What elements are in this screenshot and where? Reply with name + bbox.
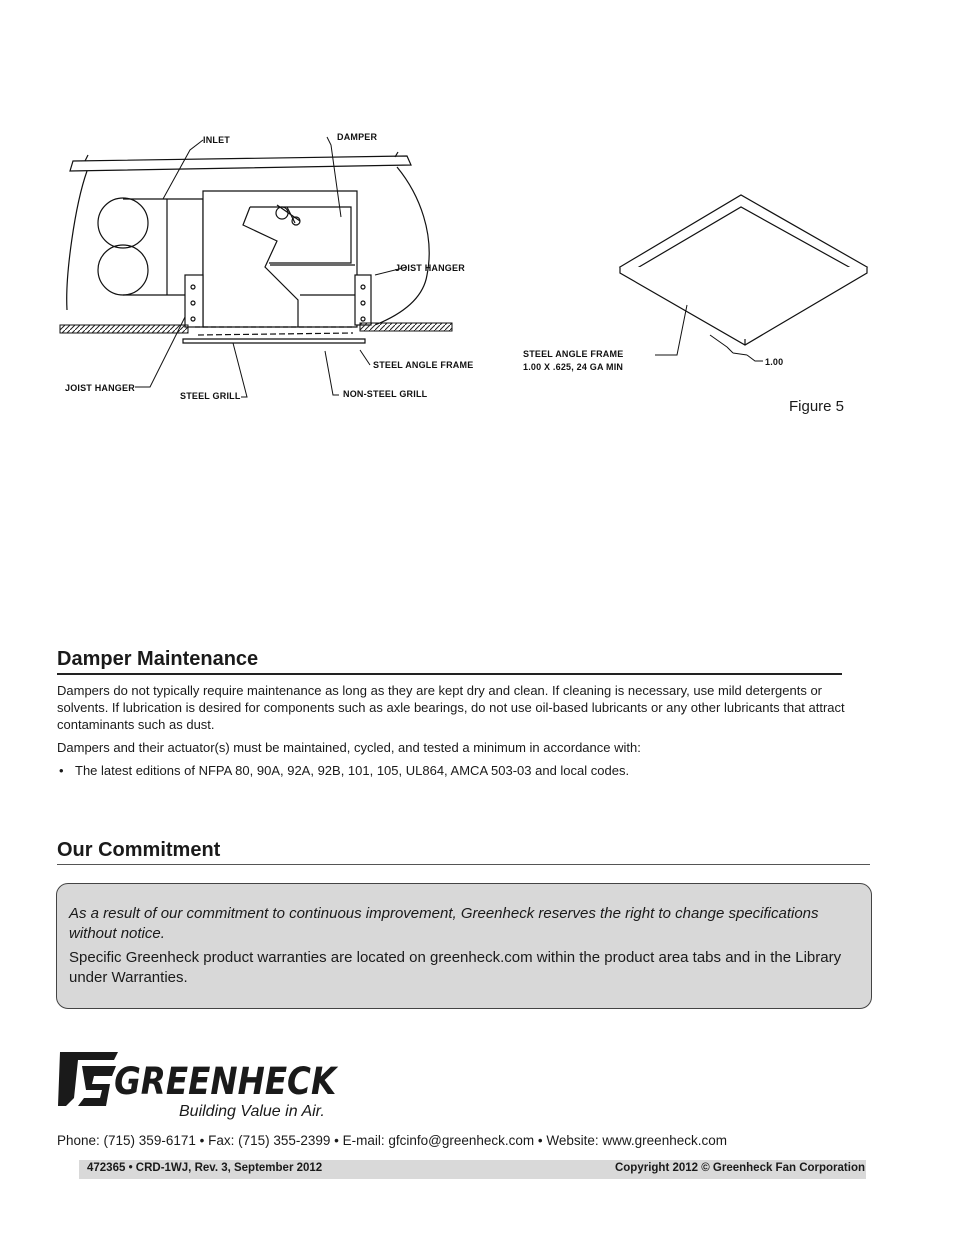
section-divider bbox=[57, 864, 870, 865]
contact-info: Phone: (715) 359-6171 • Fax: (715) 355-2399 • E-mail: gfcinfo@greenheck.com • Website: www.greenheck.com bbox=[57, 1133, 727, 1148]
label-joist-hanger-left: JOIST HANGER bbox=[65, 383, 135, 393]
angle-frame-diagram bbox=[515, 185, 875, 380]
label-dimension: 1.00 bbox=[765, 357, 784, 367]
greenheck-logo-mark bbox=[56, 1050, 346, 1125]
label-damper: DAMPER bbox=[337, 132, 378, 142]
bullet-icon: • bbox=[59, 763, 64, 778]
footer-bar bbox=[79, 1160, 866, 1179]
label-steel-grill: STEEL GRILL bbox=[180, 391, 241, 401]
list-item-text: The latest editions of NFPA 80, 90A, 92A, 92B, 101, 105, UL864, AMCA 503-03 and local codes. bbox=[75, 763, 630, 778]
maintenance-paragraph: Dampers do not typically require maintenance as long as they are kept dry and clean. If cleaning is necessary, use mild detergents or solvents. If lubrication is desired for components such as axle bearings, do not use oil-based lubricants or any other lubricants that attract contaminants such as dust. bbox=[57, 683, 845, 732]
greenheck-logo bbox=[56, 1050, 346, 1130]
notice-box bbox=[56, 883, 872, 1009]
logo-tagline: Building Value in Air. bbox=[179, 1103, 325, 1120]
logo-wordmark: GREENHECK bbox=[114, 1061, 337, 1104]
label-joist-hanger-right: JOIST HANGER bbox=[395, 263, 465, 273]
label-steel-angle-frame: STEEL ANGLE FRAME bbox=[373, 360, 474, 370]
footer-copyright: Copyright 2012 © Greenheck Fan Corporation bbox=[614, 1162, 865, 1174]
label-non-steel-grill: NON-STEEL GRILL bbox=[343, 389, 428, 399]
footer-doc-id: 472365 • CRD-1WJ, Rev. 3, September 2012 bbox=[87, 1162, 323, 1174]
figure-caption: Figure 5 bbox=[789, 398, 845, 415]
maintenance-body bbox=[57, 682, 847, 779]
notice-italic-text: As a result of our commitment to continuous improvement, Greenheck reserves the right to change specifications without notice. bbox=[69, 905, 819, 942]
label-inlet: INLET bbox=[203, 135, 230, 145]
maintenance-paragraph: Dampers and their actuator(s) must be maintained, cycled, and tested a minimum in accordance with: bbox=[57, 740, 641, 755]
label-frame-line2: 1.00 X .625, 24 GA MIN bbox=[523, 362, 624, 372]
installation-diagram bbox=[55, 125, 475, 410]
notice-text: Specific Greenheck product warranties are located on greenheck.com within the product area tabs and in the Library under Warranties. bbox=[69, 949, 842, 986]
section-title-our-commitment: Our Commitment bbox=[57, 839, 221, 861]
list-item bbox=[59, 762, 847, 779]
section-divider bbox=[57, 673, 842, 675]
label-frame-line1: STEEL ANGLE FRAME bbox=[523, 349, 624, 359]
section-title-damper-maintenance: Damper Maintenance bbox=[57, 648, 259, 670]
